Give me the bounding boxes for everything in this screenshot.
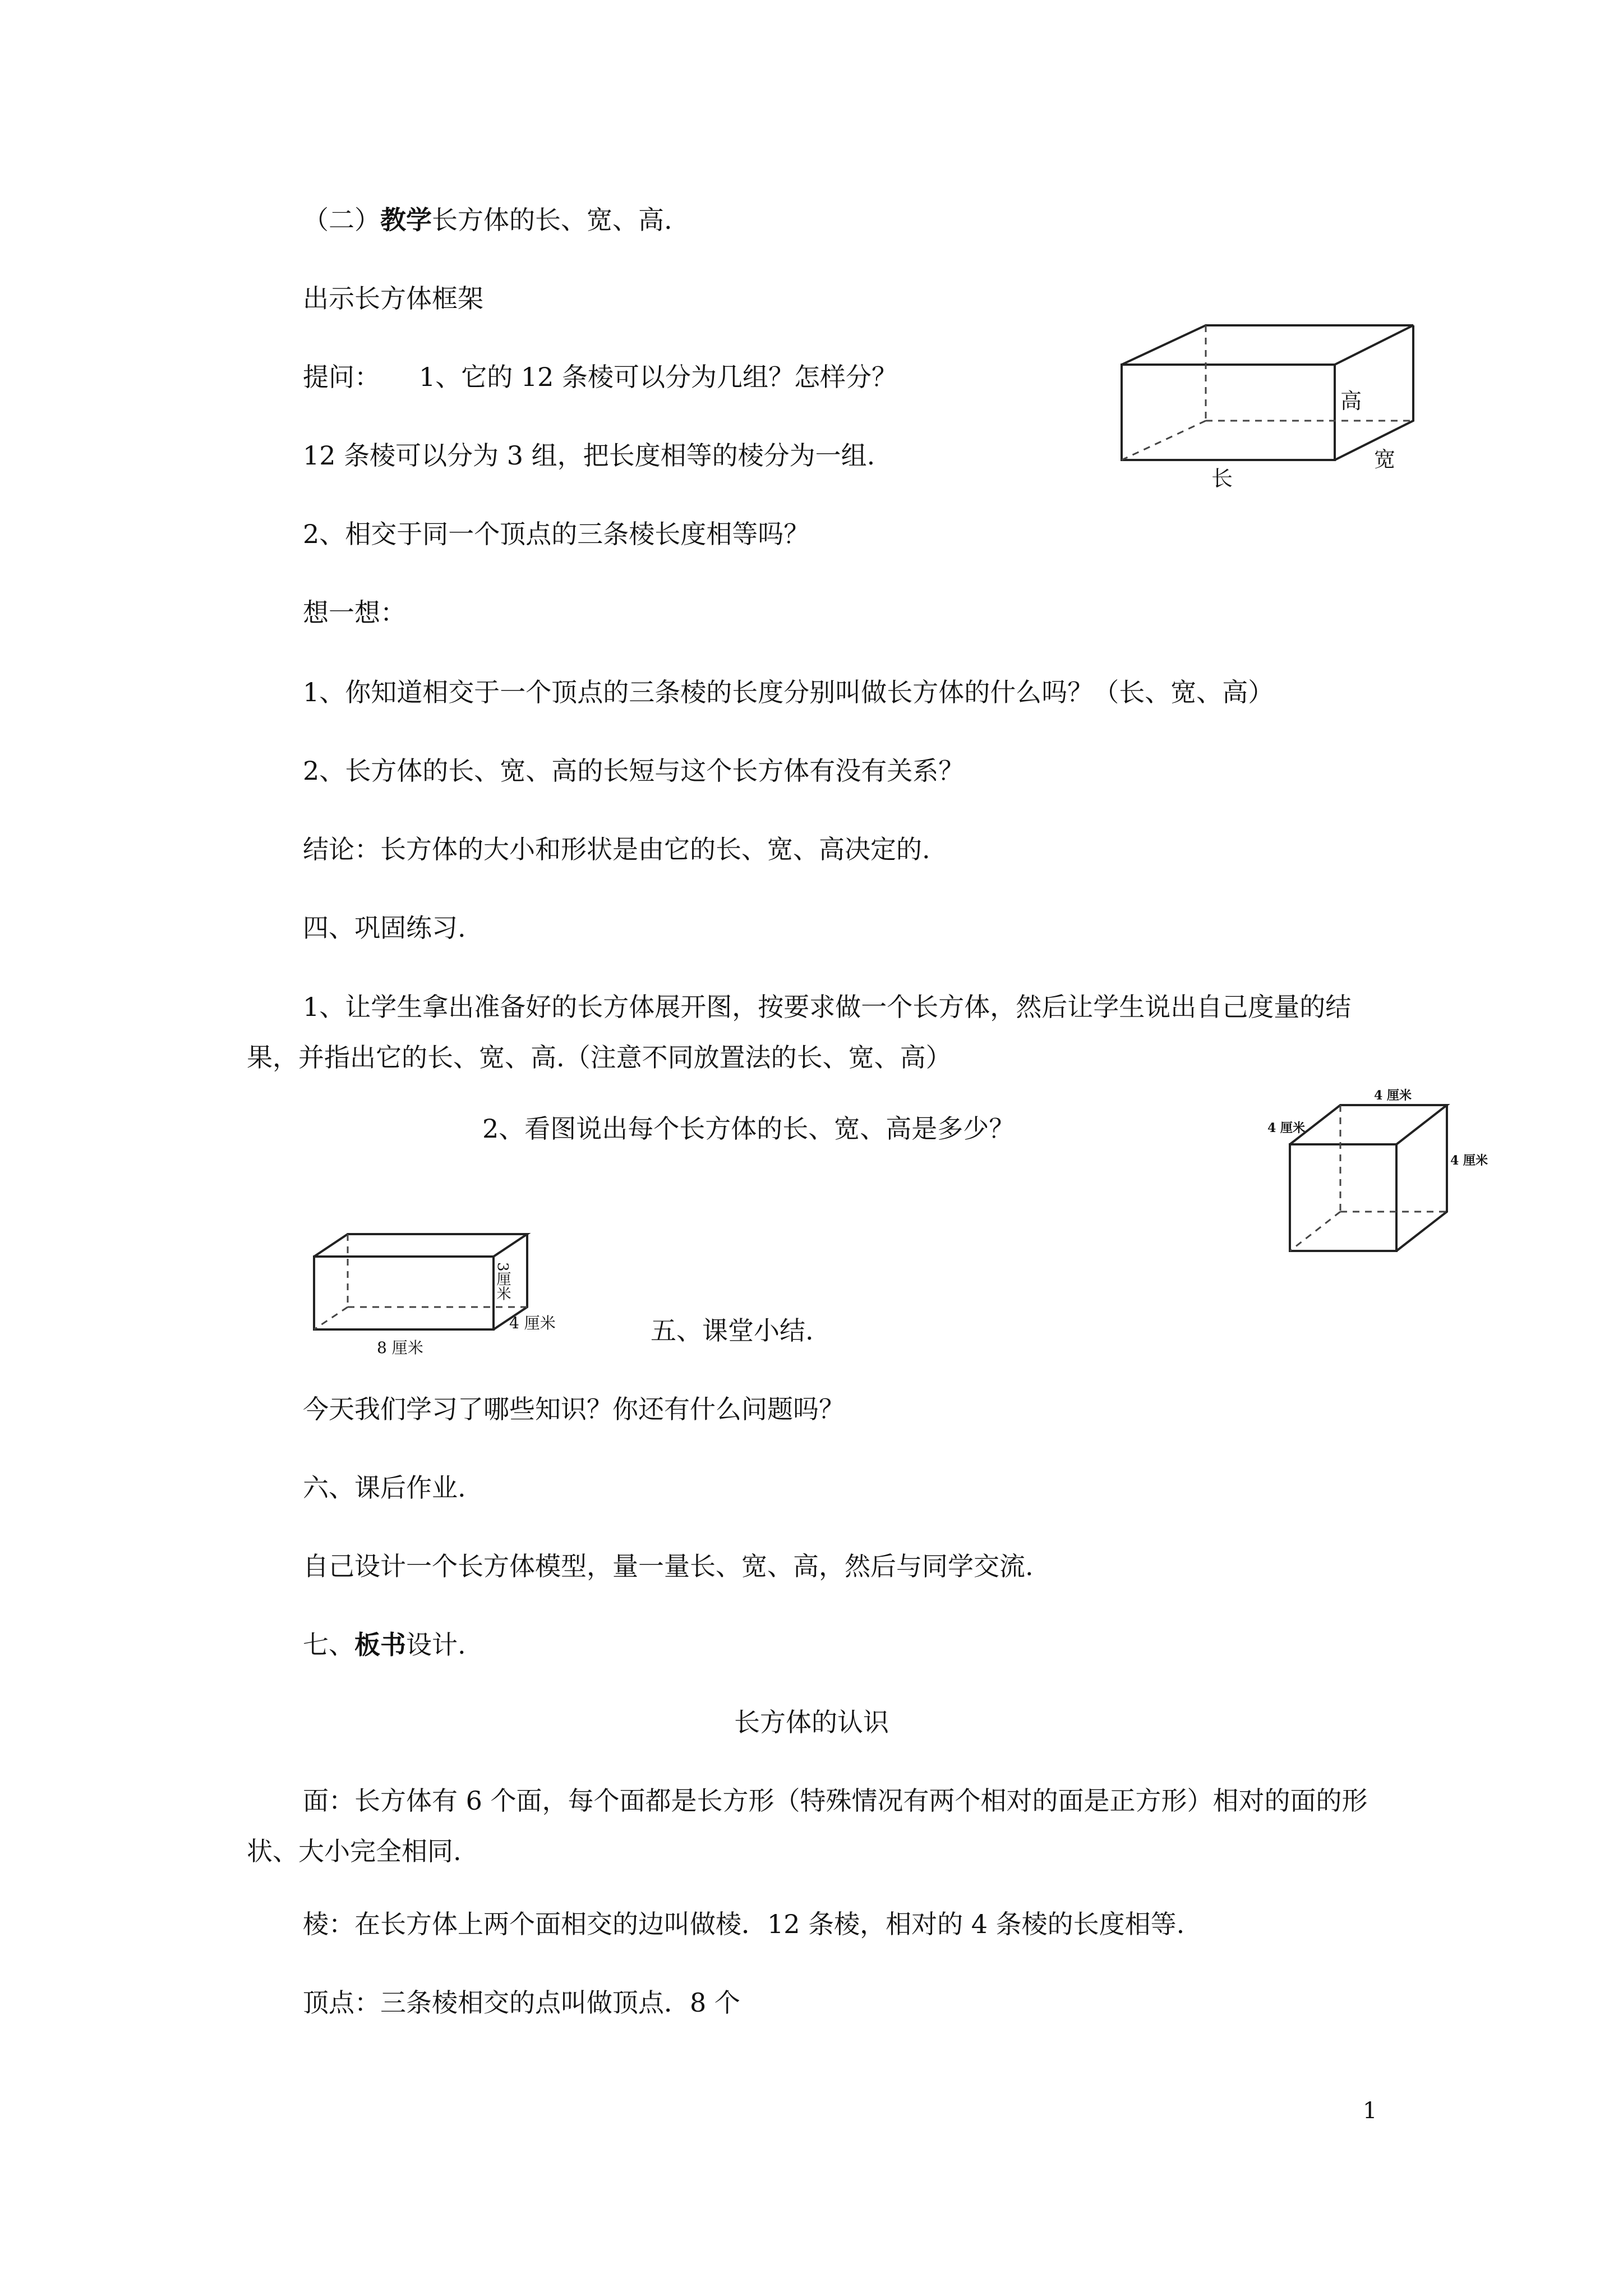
cube-label-left: 4 厘米 — [1267, 1121, 1305, 1135]
show-frame-text: 出示长方体框架 — [303, 283, 483, 314]
board-vertex: 顶点：三条棱相交的点叫做顶点．8 个 — [303, 1987, 740, 2018]
think-heading: 想一想： — [303, 597, 406, 628]
section-6-heading: 六、课后作业. — [303, 1473, 466, 1503]
question-1: 提问： 1、它的 12 条棱可以分为几组？怎样分？ — [303, 362, 898, 392]
question-2: 2、相交于同一个顶点的三条棱长度相等吗？ — [303, 519, 810, 549]
box-top-edges — [314, 1234, 527, 1257]
cube-front-face — [1290, 1144, 1396, 1251]
homework-text: 自己设计一个长方体模型，量一量长、宽、高，然后与同学交流. — [303, 1551, 1034, 1581]
section-7-prefix: 七、 — [303, 1630, 354, 1660]
box-hidden-diagonal — [314, 1307, 348, 1329]
section-2-rest: 长方体的长、宽、高. — [432, 205, 672, 235]
answer-1: 12 条棱可以分为 3 组，把长度相等的棱分为一组. — [303, 440, 875, 471]
cuboid-label-height: 高 — [1340, 389, 1362, 413]
conclusion: 结论：长方体的大小和形状是由它的长、宽、高决定的. — [303, 834, 930, 864]
section-2-bold: 教学 — [380, 205, 432, 235]
page-number: 1 — [1363, 2098, 1377, 2124]
section-4-heading: 四、巩固练习. — [303, 913, 466, 943]
section-7-heading — [303, 1628, 466, 1662]
board-title: 长方体的认识 — [734, 1707, 889, 1737]
box-label-height: 3厘米 — [494, 1262, 511, 1301]
think-item-1: 1、你知道相交于一个顶点的三条棱的长度分别叫做长方体的什么吗？（长、宽、高） — [303, 677, 1274, 707]
cube-label-right: 4 厘米 — [1450, 1153, 1488, 1168]
box-front-face — [314, 1257, 494, 1329]
cuboid-hidden-diagonal — [1122, 421, 1206, 460]
cube-hidden-diagonal — [1290, 1212, 1340, 1251]
section-2-heading — [303, 203, 672, 237]
cuboid-top-edges — [1122, 325, 1413, 365]
section-2-prefix: （二） — [303, 205, 380, 235]
cuboid-front-face — [1122, 365, 1335, 460]
section-7-bold: 板书 — [354, 1630, 406, 1660]
practice-2: 2、看图说出每个长方体的长、宽、高是多少？ — [482, 1114, 1015, 1144]
section-7-rest: 设计. — [406, 1630, 466, 1660]
cuboid-label-length: 长 — [1211, 466, 1233, 491]
practice-1: 1、让学生拿出准备好的长方体展开图，按要求做一个长方体，然后让学生说出自己度量的结果，并指出它的长、宽、高.（注意不同放置法的长、宽、高） — [247, 992, 1352, 1073]
cube-label-top: 4 厘米 — [1374, 1088, 1412, 1103]
cube-right-edges — [1396, 1105, 1447, 1251]
cuboid-figure — [1116, 320, 1430, 494]
cuboid-label-width: 宽 — [1374, 447, 1396, 472]
box-figure — [308, 1228, 578, 1363]
board-edge: 棱：在长方体上两个面相交的边叫做棱．12 条棱，相对的 4 条棱的长度相等. — [303, 1909, 1185, 1939]
box-label-length: 8 厘米 — [377, 1338, 423, 1357]
cube-top-edges — [1290, 1105, 1447, 1144]
board-face: 面：长方体有 6 个面，每个面都是长方形（特殊情况有两个相对的面是正方形）相对的面的形状、大小完全相同. — [247, 1786, 1368, 1866]
think-item-2: 2、长方体的长、宽、高的长短与这个长方体有没有关系？ — [303, 756, 965, 786]
box-label-width: 4 厘米 — [509, 1314, 556, 1332]
section-5-heading: 五、课堂小结. — [651, 1315, 814, 1346]
cube-figure — [1256, 1088, 1488, 1268]
summary-question: 今天我们学习了哪些知识？你还有什么问题吗？ — [303, 1394, 845, 1424]
